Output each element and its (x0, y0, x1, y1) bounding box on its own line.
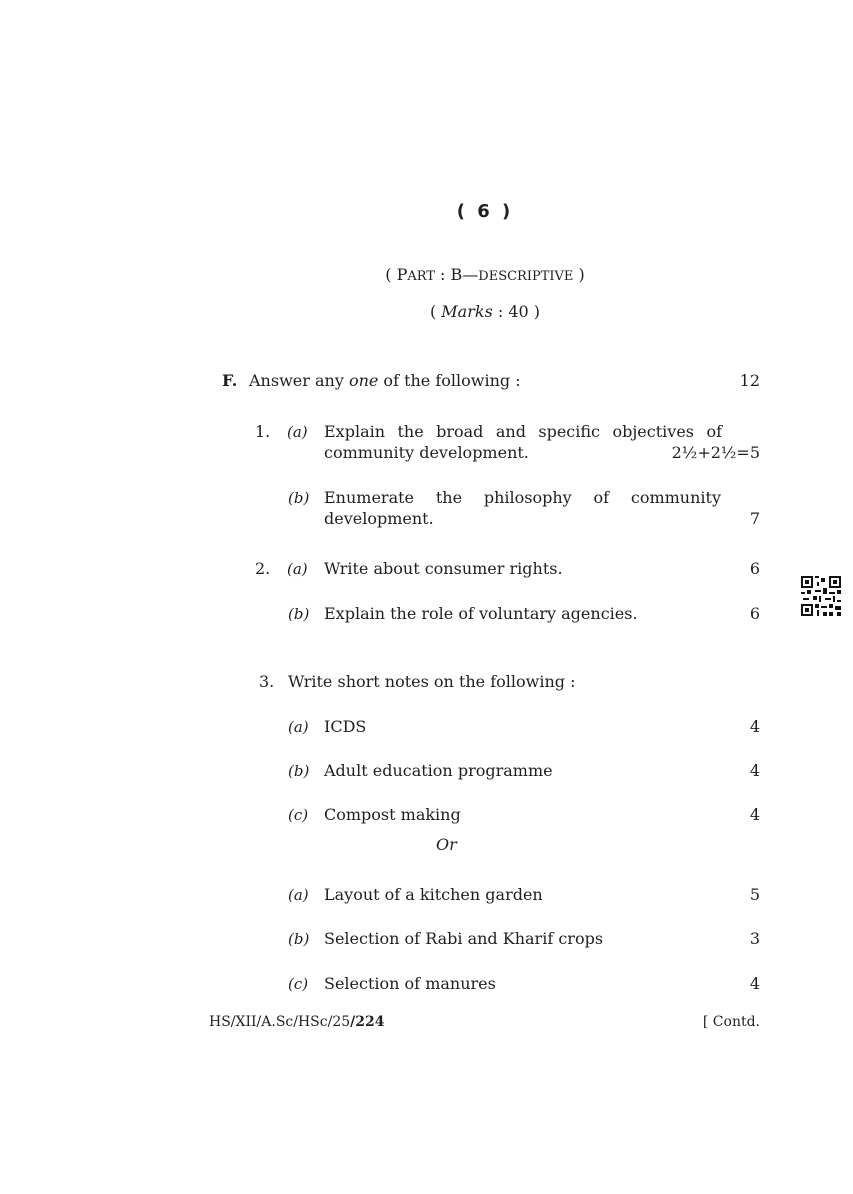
qr-code (801, 576, 841, 616)
q3-set1-c-marks: 4 (749, 805, 760, 824)
paper-code: HS/XII/A.Sc/HSc/25/224 (209, 1014, 385, 1030)
or-separator: Or (436, 835, 457, 854)
q2a-marks: 6 (749, 559, 760, 578)
continued-note: [ Contd. (702, 1014, 760, 1030)
q2b-marks: 6 (749, 604, 760, 623)
q3-set1-c-label: (c) (288, 806, 309, 824)
q1a-line2: community development. (324, 443, 529, 462)
q3-set2-a-text: Layout of a kitchen garden (324, 885, 543, 904)
part-heading: ( PART : B—DESCRIPTIVE ) (385, 265, 585, 284)
q3-set2-c-marks: 4 (749, 974, 760, 993)
section-instruction: Answer any one of the following : (249, 371, 521, 390)
q1a-marks: 2½+2½=5 (671, 443, 760, 462)
q1b-marks: 7 (749, 509, 760, 528)
q1-number: 1. (255, 422, 271, 441)
q2-number: 2. (255, 559, 271, 578)
q3-set2-b-text: Selection of Rabi and Kharif crops (324, 929, 604, 948)
total-marks: ( Marks : 40 ) (429, 302, 541, 321)
q3-set1-b-text: Adult education programme (324, 761, 553, 780)
q3-set1-b-marks: 4 (749, 761, 760, 780)
page-number: ( 6 ) (456, 201, 514, 222)
q2a-label: (a) (287, 560, 308, 578)
q3-set2-c-text: Selection of manures (324, 974, 496, 993)
q3-set1-b-label: (b) (288, 762, 310, 780)
q1b-line1: Enumerate the philosophy of community (324, 488, 721, 507)
q2a-text: Write about consumer rights. (324, 559, 563, 578)
section-letter: F. (222, 371, 238, 390)
q3-text: Write short notes on the following : (288, 672, 576, 691)
q3-set2-a-label: (a) (288, 886, 309, 904)
q2b-label: (b) (288, 605, 310, 623)
q1a-line1: Explain the broad and specific objectives of (324, 422, 722, 441)
q3-set1-c-text: Compost making (324, 805, 461, 824)
q3-set2-b-marks: 3 (749, 929, 760, 948)
q1a-label: (a) (287, 423, 308, 441)
section-marks: 12 (739, 371, 760, 390)
q3-set1-a-label: (a) (288, 718, 309, 736)
q2b-text: Explain the role of voluntary agencies. (324, 604, 638, 623)
q1b-line2: development. (324, 509, 434, 528)
q3-set1-a-marks: 4 (749, 717, 760, 736)
q3-set2-c-label: (c) (288, 975, 309, 993)
q3-set1-a-text: ICDS (324, 717, 367, 736)
q3-set2-b-label: (b) (288, 930, 310, 948)
q3-set2-a-marks: 5 (749, 885, 760, 904)
q1b-label: (b) (288, 489, 310, 507)
q3-number: 3. (259, 672, 275, 691)
